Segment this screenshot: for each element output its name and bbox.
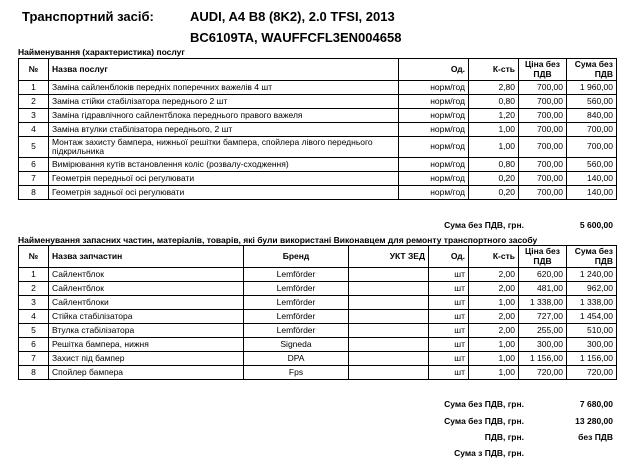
- cell-total: 720,00: [567, 366, 617, 380]
- parts-sum-value: 7 680,00: [579, 399, 613, 409]
- cell-num: 7: [19, 352, 49, 366]
- cell-unit: норм/год: [399, 158, 469, 172]
- parts-col-price: Ціна без ПДВ: [519, 246, 567, 268]
- cell-price: 620,00: [519, 268, 567, 282]
- cell-unit: шт: [429, 310, 469, 324]
- table-row: [19, 81, 617, 95]
- cell-brand: Lemförder: [244, 324, 349, 338]
- cell-num: 2: [19, 95, 49, 109]
- parts-col-ukt: УКТ ЗЕД: [349, 246, 429, 268]
- cell-total: 300,00: [567, 338, 617, 352]
- services-sum-label: Сума без ПДВ, грн.: [444, 220, 524, 230]
- cell-total: 1 454,00: [567, 310, 617, 324]
- cell-num: 5: [19, 137, 49, 158]
- parts-header-row: [19, 246, 617, 268]
- parts-table: [18, 245, 617, 380]
- cell-name: Захист під бампер: [49, 352, 244, 366]
- cell-unit: шт: [429, 282, 469, 296]
- cell-qty: 2,00: [469, 268, 519, 282]
- cell-qty: 1,20: [469, 109, 519, 123]
- parts-col-qty: К-сть: [469, 246, 519, 268]
- services-sum-value: 5 600,00: [579, 220, 613, 230]
- cell-name: Спойлер бампера: [49, 366, 244, 380]
- cell-price: 300,00: [519, 338, 567, 352]
- services-table: [18, 58, 617, 200]
- cell-unit: норм/год: [399, 109, 469, 123]
- cell-num: 1: [19, 268, 49, 282]
- cell-num: 6: [19, 158, 49, 172]
- cell-price: 255,00: [519, 324, 567, 338]
- cell-price: 720,00: [519, 366, 567, 380]
- cell-brand: Lemförder: [244, 282, 349, 296]
- cell-num: 4: [19, 310, 49, 324]
- cell-qty: 0,80: [469, 158, 519, 172]
- cell-ukt: [349, 338, 429, 352]
- cell-price: 700,00: [519, 81, 567, 95]
- cell-total: 700,00: [567, 123, 617, 137]
- cell-unit: шт: [429, 366, 469, 380]
- cell-price: 1 338,00: [519, 296, 567, 310]
- table-row: [19, 338, 617, 352]
- cell-total: 1 240,00: [567, 268, 617, 282]
- cell-name: Сайлентблок: [49, 268, 244, 282]
- cell-num: 7: [19, 172, 49, 186]
- cell-name: Вимірювання кутів встановлення коліс (розвалу-сходження): [49, 158, 399, 172]
- cell-num: 1: [19, 81, 49, 95]
- parts-sum-label: Сума без ПДВ, грн.: [444, 399, 524, 409]
- parts-col-unit: Од.: [429, 246, 469, 268]
- cell-unit: шт: [429, 268, 469, 282]
- cell-unit: норм/год: [399, 186, 469, 200]
- services-col-qty: К-сть: [469, 59, 519, 81]
- table-row: [19, 366, 617, 380]
- cell-ukt: [349, 366, 429, 380]
- cell-qty: 1,00: [469, 352, 519, 366]
- cell-name: Геометрія задньої осі регулювати: [49, 186, 399, 200]
- parts-col-total: Сума без ПДВ: [567, 246, 617, 268]
- cell-price: 700,00: [519, 172, 567, 186]
- cell-name: Монтаж захисту бампера, нижньої решітки бампера, спойлера лівого переднього підкрильника: [49, 137, 399, 158]
- table-row: [19, 186, 617, 200]
- services-section-title: Найменування (характеристика) послуг: [18, 47, 185, 57]
- table-row: [19, 310, 617, 324]
- cell-unit: норм/год: [399, 81, 469, 95]
- cell-qty: 2,80: [469, 81, 519, 95]
- cell-price: 700,00: [519, 186, 567, 200]
- cell-name: Стійка стабілізатора: [49, 310, 244, 324]
- cell-qty: 0,20: [469, 186, 519, 200]
- table-row: [19, 352, 617, 366]
- cell-total: 560,00: [567, 95, 617, 109]
- cell-brand: Signeda: [244, 338, 349, 352]
- parts-col-name: Назва запчастин: [49, 246, 244, 268]
- services-col-price: Ціна без ПДВ: [519, 59, 567, 81]
- cell-total: 1 960,00: [567, 81, 617, 95]
- parts-col-brand: Бренд: [244, 246, 349, 268]
- cell-total: 1 156,00: [567, 352, 617, 366]
- services-col-name: Назва послуг: [49, 59, 399, 81]
- cell-total: 510,00: [567, 324, 617, 338]
- cell-price: 727,00: [519, 310, 567, 324]
- cell-brand: Fps: [244, 366, 349, 380]
- cell-name: Заміна сайленблоків передніх поперечних важелів 4 шт: [49, 81, 399, 95]
- cell-unit: шт: [429, 352, 469, 366]
- cell-ukt: [349, 324, 429, 338]
- cell-num: 3: [19, 296, 49, 310]
- cell-name: Втулка стабілізатора: [49, 324, 244, 338]
- cell-ukt: [349, 268, 429, 282]
- vehicle-model: AUDI, A4 B8 (8K2), 2.0 TFSI, 2013: [190, 9, 395, 24]
- cell-unit: шт: [429, 296, 469, 310]
- cell-qty: 2,00: [469, 324, 519, 338]
- cell-qty: 1,00: [469, 137, 519, 158]
- services-col-total: Сума без ПДВ: [567, 59, 617, 81]
- cell-ukt: [349, 352, 429, 366]
- cell-total: 140,00: [567, 172, 617, 186]
- table-row: [19, 109, 617, 123]
- table-row: [19, 324, 617, 338]
- vat-value: без ПДВ: [578, 432, 613, 442]
- cell-name: Заміна стійки стабілізатора переднього 2 шт: [49, 95, 399, 109]
- cell-price: 700,00: [519, 109, 567, 123]
- cell-brand: Lemförder: [244, 296, 349, 310]
- cell-unit: шт: [429, 338, 469, 352]
- vehicle-plate-vin: BC6109TA, WAUFFCFL3EN004658: [190, 30, 402, 45]
- cell-num: 3: [19, 109, 49, 123]
- parts-col-num: №: [19, 246, 49, 268]
- cell-qty: 1,00: [469, 296, 519, 310]
- cell-qty: 1,00: [469, 338, 519, 352]
- table-row: [19, 158, 617, 172]
- cell-name: Заміна гідравлічного сайлентблока переднього правого важеля: [49, 109, 399, 123]
- cell-name: Заміна втулки стабілізатора переднього, 2 шт: [49, 123, 399, 137]
- cell-num: 4: [19, 123, 49, 137]
- cell-qty: 1,00: [469, 366, 519, 380]
- cell-price: 481,00: [519, 282, 567, 296]
- cell-brand: Lemförder: [244, 268, 349, 282]
- cell-ukt: [349, 310, 429, 324]
- cell-total: 700,00: [567, 137, 617, 158]
- cell-unit: норм/год: [399, 95, 469, 109]
- table-row: [19, 296, 617, 310]
- table-row: [19, 95, 617, 109]
- cell-ukt: [349, 296, 429, 310]
- vat-label: ПДВ, грн.: [484, 432, 524, 442]
- services-header-row: [19, 59, 617, 81]
- table-row: [19, 172, 617, 186]
- vehicle-label: Транспортний засіб:: [22, 9, 154, 24]
- cell-qty: 0,20: [469, 172, 519, 186]
- cell-qty: 2,00: [469, 310, 519, 324]
- cell-name: Решітка бампера, нижня: [49, 338, 244, 352]
- table-row: [19, 282, 617, 296]
- cell-num: 8: [19, 186, 49, 200]
- cell-price: 700,00: [519, 123, 567, 137]
- cell-price: 700,00: [519, 158, 567, 172]
- cell-qty: 1,00: [469, 123, 519, 137]
- cell-price: 1 156,00: [519, 352, 567, 366]
- cell-brand: Lemförder: [244, 310, 349, 324]
- table-row: [19, 268, 617, 282]
- total-with-vat-label: Сума з ПДВ, грн.: [454, 448, 524, 458]
- cell-total: 1 338,00: [567, 296, 617, 310]
- cell-name: Сайлентблок: [49, 282, 244, 296]
- cell-num: 6: [19, 338, 49, 352]
- parts-section-title: Найменування запасних частин, матеріалів, товарів, які були використані Виконавцем для ремонту транспортного засобу: [18, 235, 538, 245]
- cell-num: 8: [19, 366, 49, 380]
- cell-qty: 0,80: [469, 95, 519, 109]
- cell-ukt: [349, 282, 429, 296]
- cell-unit: шт: [429, 324, 469, 338]
- services-col-unit: Од.: [399, 59, 469, 81]
- cell-num: 2: [19, 282, 49, 296]
- cell-price: 700,00: [519, 137, 567, 158]
- cell-total: 840,00: [567, 109, 617, 123]
- cell-unit: норм/год: [399, 172, 469, 186]
- cell-num: 5: [19, 324, 49, 338]
- total-no-vat-value: 13 280,00: [575, 416, 613, 426]
- table-row: [19, 137, 617, 158]
- cell-name: Геометрія передньої осі регулювати: [49, 172, 399, 186]
- cell-qty: 2,00: [469, 282, 519, 296]
- table-row: [19, 123, 617, 137]
- cell-brand: DPA: [244, 352, 349, 366]
- total-no-vat-label: Сума без ПДВ, грн.: [444, 416, 524, 426]
- cell-unit: норм/год: [399, 123, 469, 137]
- cell-total: 140,00: [567, 186, 617, 200]
- services-col-num: №: [19, 59, 49, 81]
- cell-total: 560,00: [567, 158, 617, 172]
- cell-name: Сайлентблоки: [49, 296, 244, 310]
- cell-unit: норм/год: [399, 137, 469, 158]
- cell-total: 962,00: [567, 282, 617, 296]
- cell-price: 700,00: [519, 95, 567, 109]
